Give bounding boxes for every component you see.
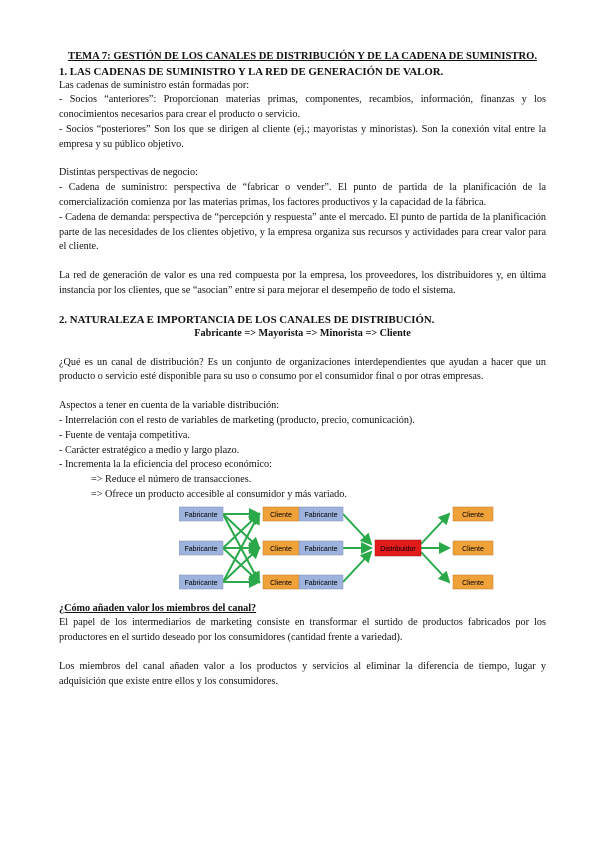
cliente-box-1 [263,507,299,521]
section1-p1: Las cadenas de suministro están formadas por: [59,79,250,91]
section3-p1: El papel de los intermediarios de marketing consiste en transformar el surtido de productos fabricados por los productores en el surtido deseado por los consumidores (cantidad frente a variedad). [59,617,546,644]
cliente-box-3 [263,575,299,589]
fabricante-box-4 [299,507,343,521]
svg-text:Fabricante: Fabricante [184,545,218,553]
distribuidor-box [375,540,421,556]
section3-question: ¿Cómo añaden valor los miembros del canal? [59,602,257,614]
svg-text:Fabricante: Fabricante [184,579,218,587]
direct-arrows [223,514,259,582]
cliente-box-4 [453,507,493,521]
fabricante-box-1 [179,507,223,521]
section1-p6: - Cadena de demanda: perspectiva de “percepción y respuesta” ante el mercado. El punto de partida de la planificación parte de las necesidades de los clientes objetivo, y la empresa organiza sus recursos y actividades para crear valor para el cliente. [59,211,546,253]
section2-heading: 2. NATURALEZA E IMPORTANCIA DE LOS CANALES DE DISTRIBUCIÓN. [59,313,435,326]
svg-text:Cliente: Cliente [270,511,292,519]
section1-p2: - Socios “anteriores”: Proporcionan materias primas, componentes, recambios, información, finanzas y los conocimientos necesarios para crear el producto o servicio. [59,94,546,121]
fabricante-box-6 [299,575,343,589]
cliente-box-2 [263,541,299,555]
svg-text:Cliente: Cliente [462,579,484,587]
svg-text:Cliente: Cliente [462,545,484,553]
cliente-box-5 [453,541,493,555]
svg-text:Fabricante: Fabricante [184,511,218,519]
cliente-box-6 [453,575,493,589]
svg-text:Fabricante: Fabricante [304,511,338,519]
aspect-item-4: - Incrementa la la eficiencia del proceso económico: [59,459,272,471]
document-body [59,50,546,690]
section3-p2: Los miembros del canal añaden valor a los productos y servicios al eliminar la diferencia de tiempo, lugar y adquisición que existe entre ellos y los consumidores. [59,661,546,687]
doc-title: TEMA 7: GESTIÓN DE LOS CANALES DE DISTRIBUCIÓN Y DE LA CADENA DE SUMINISTRO. [68,51,537,62]
svg-text:Cliente: Cliente [462,511,484,519]
aspect-item-1: - Interrelación con el resto de variables de marketing (producto, precio, comunicación). [59,415,415,427]
distribution-diagram [179,506,539,590]
svg-text:Fabricante: Fabricante [304,545,338,553]
section2-p1: ¿Qué es un canal de distribución? Es un conjunto de organizaciones interdependientes que ayudan a hacer que un producto o servicio esté disponible para su uso o consumo por el consumidor final o por otras empresas. [59,356,546,383]
channel-chain: Fabricante => Mayorista => Minorista => Cliente [194,327,411,339]
fabricante-box-5 [299,541,343,555]
sub-item-1: => Reduce el número de transacciones. [91,474,252,486]
aspect-item-3: - Carácter estratégico a medio y largo plazo. [59,444,240,456]
section1-heading: 1. LAS CADENAS DE SUMINISTRO Y LA RED DE GENERACIÓN DE VALOR. [59,65,444,78]
sub-item-2: => Ofrece un producto accesible al consumidor y más variado. [91,489,347,501]
section1-p3: - Socios “posteriores” Son los que se dirigen al cliente (ej.; mayoristas y minoristas). Son la conexión vital entre la empresa y su público objetivo. [59,123,546,150]
svg-text:Distribuidor: Distribuidor [380,545,416,553]
section1-p4: Distintas perspectivas de negocio: [59,167,198,179]
svg-text:Cliente: Cliente [270,545,292,553]
aspect-item-2: - Fuente de ventaja competitiva. [59,429,190,441]
svg-text:Fabricante: Fabricante [304,579,338,587]
section1-p5: - Cadena de suministro: perspectiva de “fabricar o vender”. El punto de partida de la planificación de la comercialización comienza por las materias primas, los factores productivos y la capacidad de la fábrica. [59,182,546,209]
section1-p7: La red de generación de valor es una red compuesta por la empresa, los proveedores, los distribuidores y, en última instancia por los clientes, que se “asocian” entre sí para mejorar el desempeño de todo el sistema. [59,270,546,297]
section2-p2: Aspectos a tener en cuenta de la variable distribución: [59,400,280,412]
svg-text:Cliente: Cliente [270,579,292,587]
fabricante-box-3 [179,575,223,589]
fabricante-box-2 [179,541,223,555]
